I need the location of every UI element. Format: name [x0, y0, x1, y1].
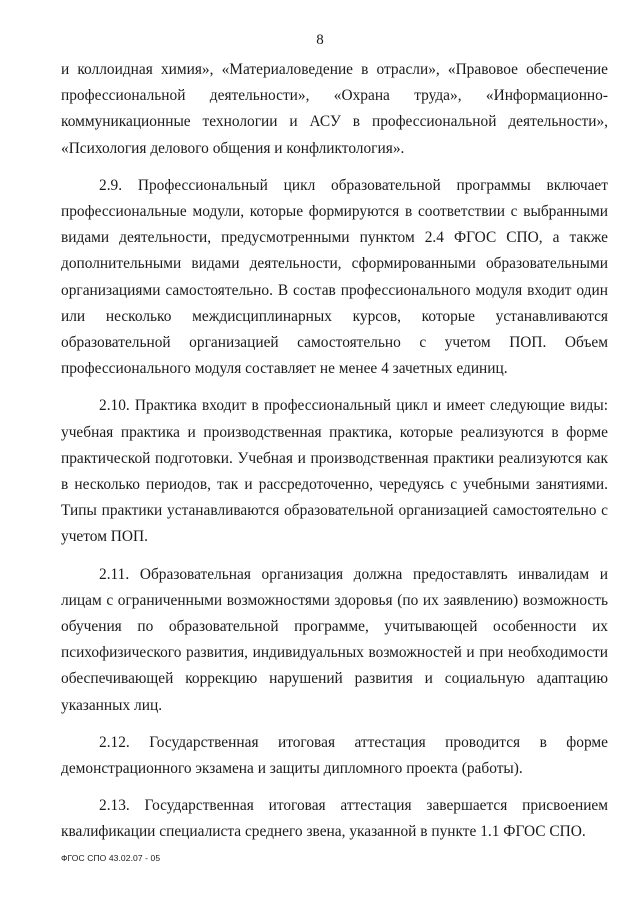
- paragraph-2-12: 2.12. Государственная итоговая аттестация проводится в форме демонстрационного экзамена и защиты дипломного проекта (работы).: [61, 733, 608, 778]
- document-body: [61, 57, 608, 857]
- footer-document-code: ФГОС СПО 43.02.07 - 05: [61, 853, 161, 863]
- paragraph-2-13: 2.13. Государственная итоговая аттестация завершается присвоением квалификации специалиста среднего звена, указанной в пункте 1.1 ФГОС СПО.: [61, 797, 608, 841]
- paragraph-continuation: и коллоидная химия», «Материаловедение в отрасли», «Правовое обеспечение профессиональной деятельности», «Охрана труда», «Информационно-коммуникационные технологии и АСУ в профессиональной деятельности», «Психология делового общения и конфликтология».: [61, 61, 608, 157]
- paragraph-2-10: 2.10. Практика входит в профессиональный цикл и имеет следующие виды: учебная практика и производственная практика, которые реализуются в форме практической подготовки. Учебная и производственная практики реализуются как в несколько периодов, так и рассредоточенно, чередуясь с учебными занятиями. Типы практики устанавливаются образовательной организацией самостоятельно с учетом ПОП.: [61, 397, 608, 546]
- paragraph-2-9: 2.9. Профессиональный цикл образовательной программы включает профессиональные модули, которые формируются в соответствии с выбранными видами деятельности, предусмотренными пунктом 2.4 ФГОС СПО, а также дополнительными видами деятельности, сформированными образовательными организациями самостоятельно. В состав профессионального модуля входит один или несколько междисциплинарных курсов, которые устанавливаются образовательной организацией самостоятельно с учетом ПОП. Объем профессионального модуля составляет не менее 4 зачетных единиц.: [61, 176, 608, 378]
- paragraph-2-11: 2.11. Образовательная организация должна предоставлять инвалидам и лицам с ограниченными возможностями здоровья (по их заявлению) возможность обучения по образовательной программе, учитывающей особенности их психофизического развития, индивидуальных возможностей и при необходимости обеспечивающей коррекцию нарушений развития и социальную адаптацию указанных лиц.: [61, 565, 608, 714]
- page-number: 8: [316, 32, 324, 48]
